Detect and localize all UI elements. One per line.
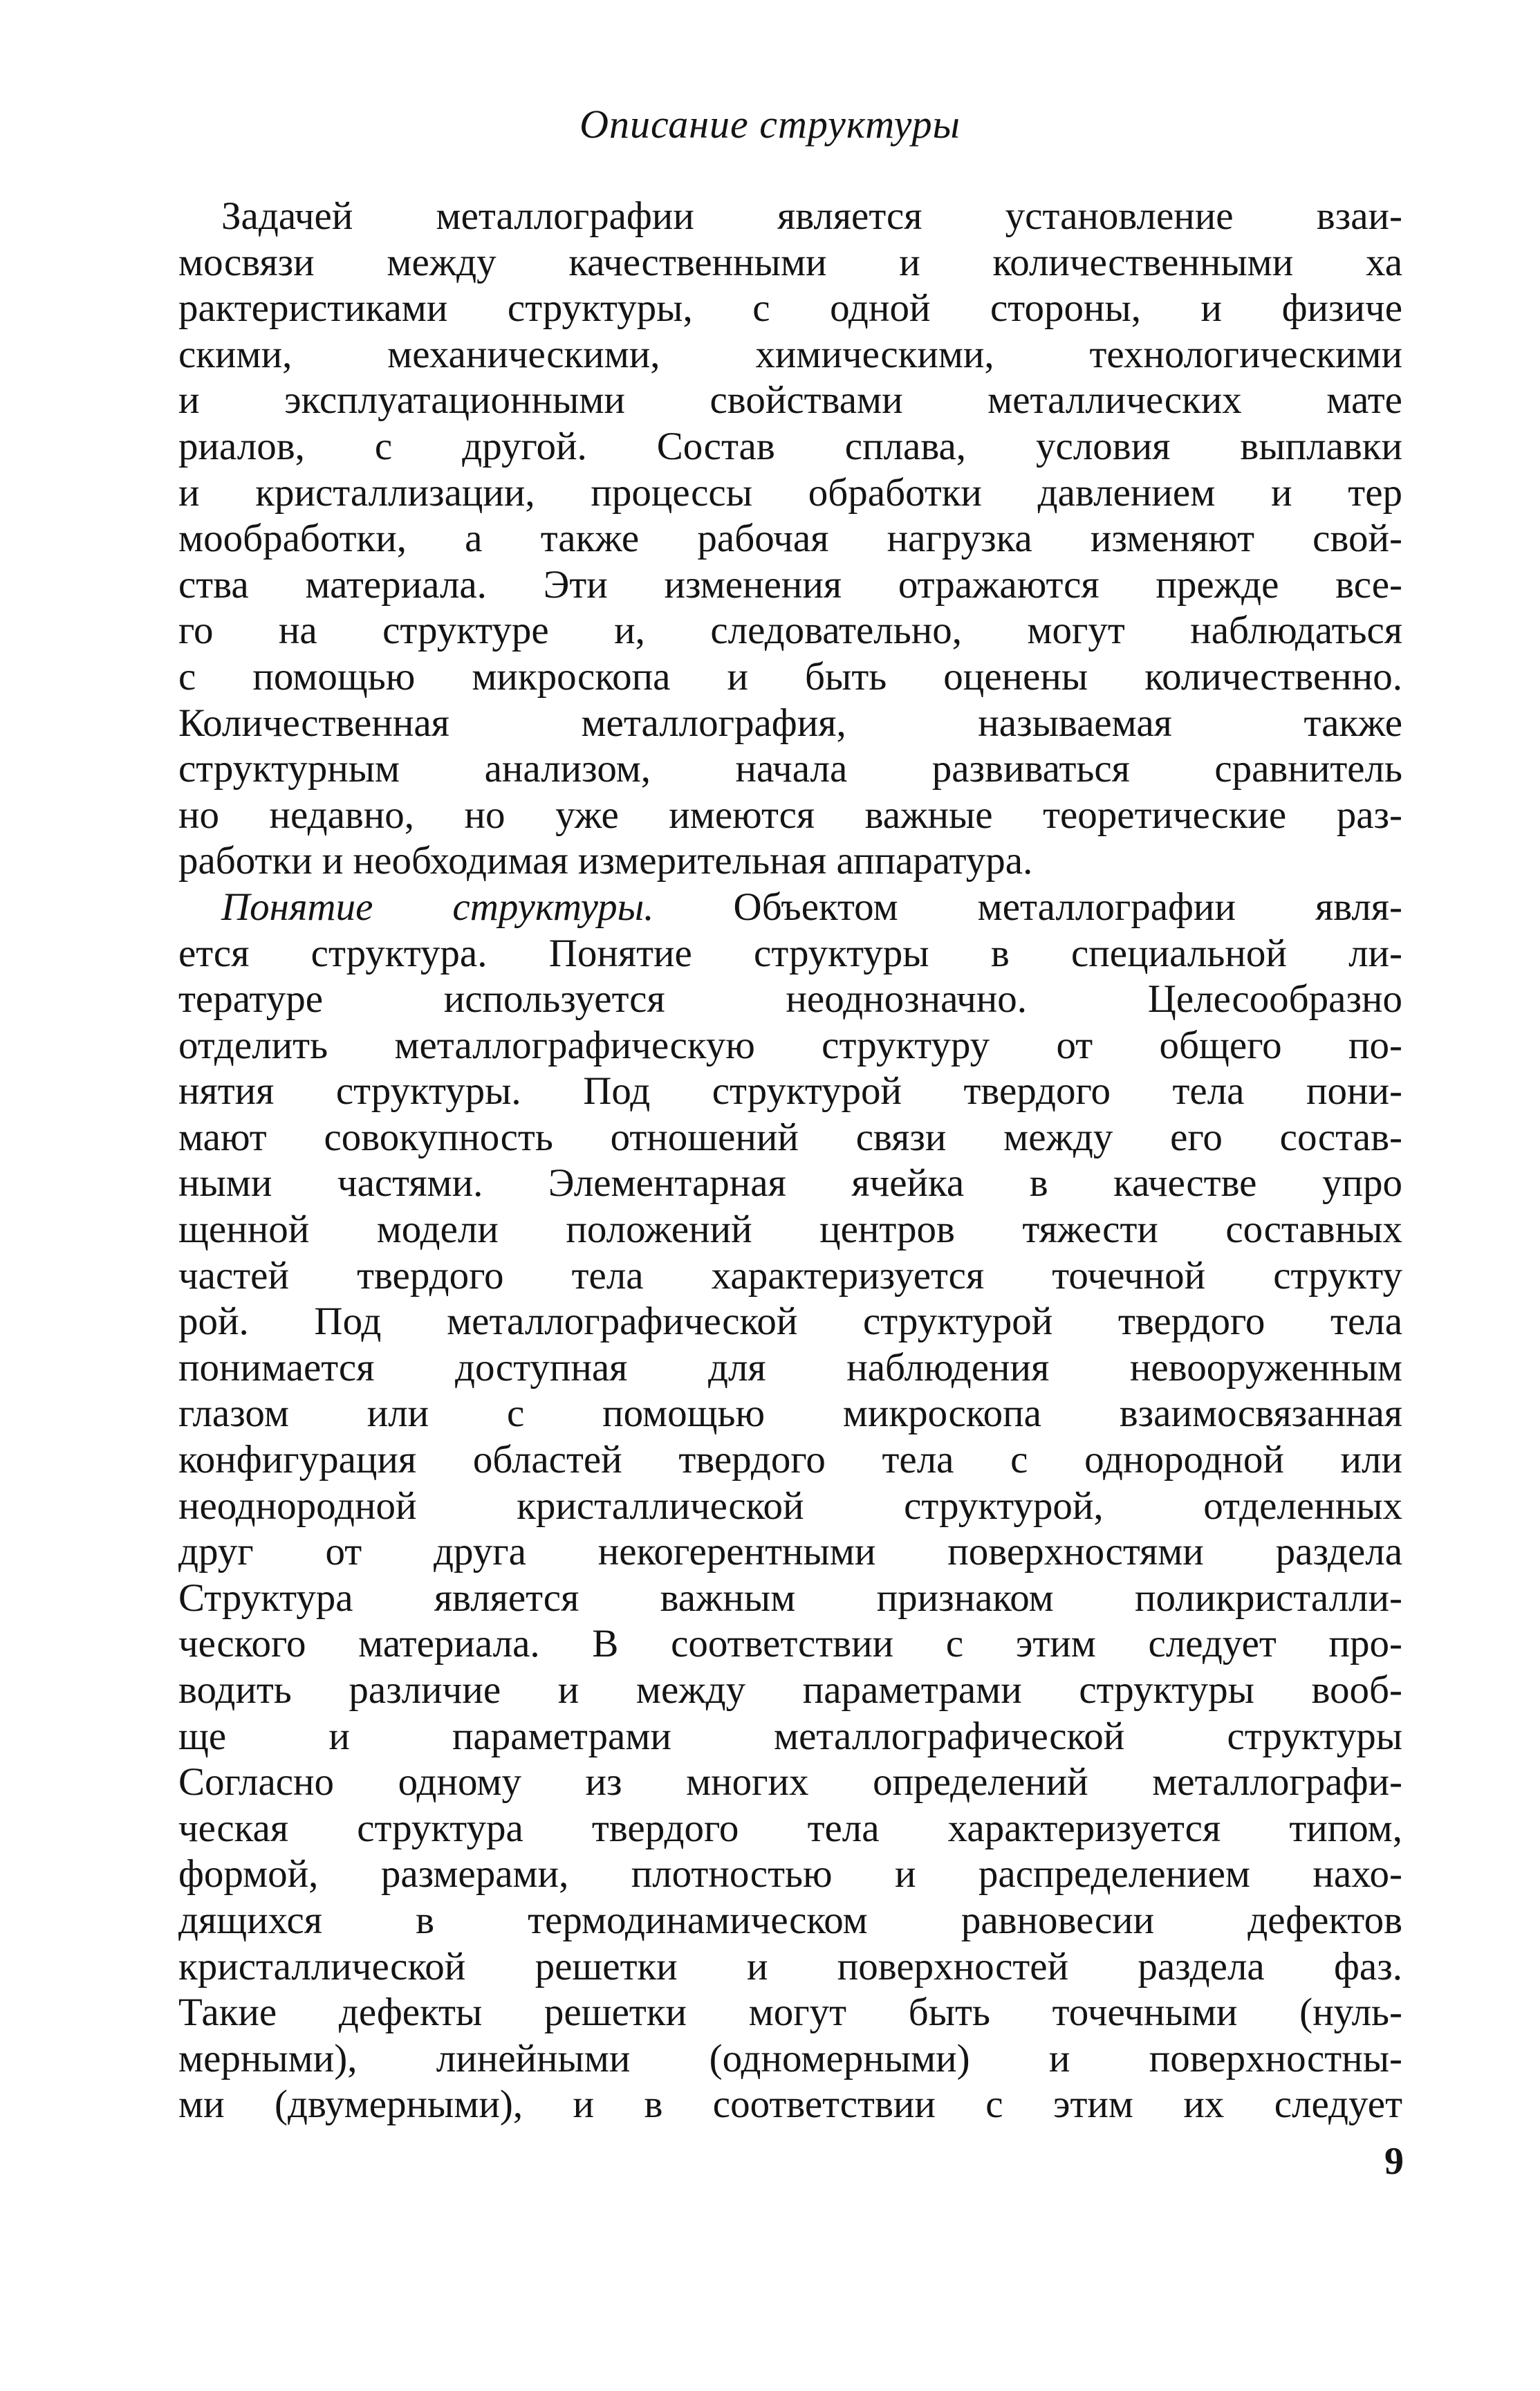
text-line: но недавно, но уже имеются важные теоретические раз- [178, 793, 1402, 837]
text-line: мают совокупность отношений связи между его состав- [178, 1115, 1402, 1159]
text-line: Количественная металлография, называемая также [178, 701, 1402, 745]
text-line: друг от друга некогерентными поверхностями раздела [178, 1530, 1402, 1574]
section-heading: Описание структуры [579, 102, 961, 147]
paragraph-first-rest: Объектом металлографии явля- [733, 885, 1402, 929]
text-line: с помощью микроскопа и быть оценены количественно. [178, 654, 1402, 699]
text-line: ческого материала. В соответствии с этим следует про- [178, 1622, 1402, 1666]
page-number: 9 [1384, 2140, 1404, 2183]
text-line: Задачей металлографии является установление взаи- [221, 194, 1402, 238]
text-line: ными частями. Элементарная ячейка в качестве упро [178, 1161, 1402, 1206]
text-line: работки и необходимая измерительная аппаратура. [178, 839, 1033, 883]
text-line: понимается доступная для наблюдения невооруженным [178, 1345, 1402, 1390]
text-line: и эксплуатационными свойствами металлических мате [178, 378, 1402, 423]
text-line: риалов, с другой. Состав сплава, условия выплавки [178, 424, 1402, 468]
text-line: водить различие и между параметрами структуры вооб- [178, 1668, 1402, 1712]
text-line: нятия структуры. Под структурой твердого тела пони- [178, 1069, 1402, 1114]
paragraph-first-line [178, 885, 1402, 931]
text-line: Такие дефекты решетки могут быть точечными (нуль- [178, 1991, 1402, 2035]
text-line: неоднородной кристаллической структурой, отделенных [178, 1484, 1402, 1528]
body-text [178, 194, 1402, 2128]
text-line: Структура является важным признаком поликристалли- [178, 1576, 1402, 1620]
text-line: ется структура. Понятие структуры в специальной ли- [178, 931, 1402, 975]
text-line: ми (двумерными), и в соответствии с этим их следует [178, 2083, 1402, 2127]
text-line: конфигурация областей твердого тела с однородной или [178, 1438, 1402, 1482]
text-line: кристаллической решетки и поверхностей раздела фаз. [178, 1944, 1402, 1988]
text-line: дящихся в термодинамическом равновесии дефектов [178, 1898, 1402, 1942]
text-line: мерными), линейными (одномерными) и поверхностны- [178, 2036, 1402, 2080]
text-line: рактеристиками структуры, с одной стороны, и физиче [178, 286, 1402, 331]
text-line: мообработки, а также рабочая нагрузка изменяют свой- [178, 517, 1402, 561]
text-line: скими, механическими, химическими, технологическими [178, 332, 1402, 376]
text-line: щенной модели положений центров тяжести составных [178, 1208, 1402, 1252]
text-line: го на структуре и, следовательно, могут наблюдаться [178, 609, 1402, 653]
text-line: формой, размерами, плотностью и распределением нахо- [178, 1852, 1402, 1896]
text-line: Согласно одному из многих определений металлографи- [178, 1760, 1402, 1804]
text-line: тературе используется неоднозначно. Целесообразно [178, 977, 1402, 1022]
text-line: ства материала. Эти изменения отражаются прежде все- [178, 562, 1402, 607]
text-line: структурным анализом, начала развиваться сравнитель [178, 747, 1402, 791]
text-line: частей твердого тела характеризуется точечной структу [178, 1253, 1402, 1298]
text-line: ческая структура твердого тела характеризуется типом, [178, 1806, 1402, 1850]
text-line: глазом или с помощью микроскопа взаимосвязанная [178, 1392, 1402, 1436]
text-line: мосвязи между качественными и количественными ха [178, 240, 1402, 284]
text-line: ще и параметрами металлографической структуры [178, 1714, 1402, 1758]
text-line: рой. Под металлографической структурой твердого тела [178, 1300, 1402, 1344]
paragraph-label: Понятие структуры. [221, 885, 654, 929]
text-line: отделить металлографическую структуру от общего по- [178, 1023, 1402, 1067]
text-line: и кристаллизации, процессы обработки давлением и тер [178, 470, 1402, 515]
